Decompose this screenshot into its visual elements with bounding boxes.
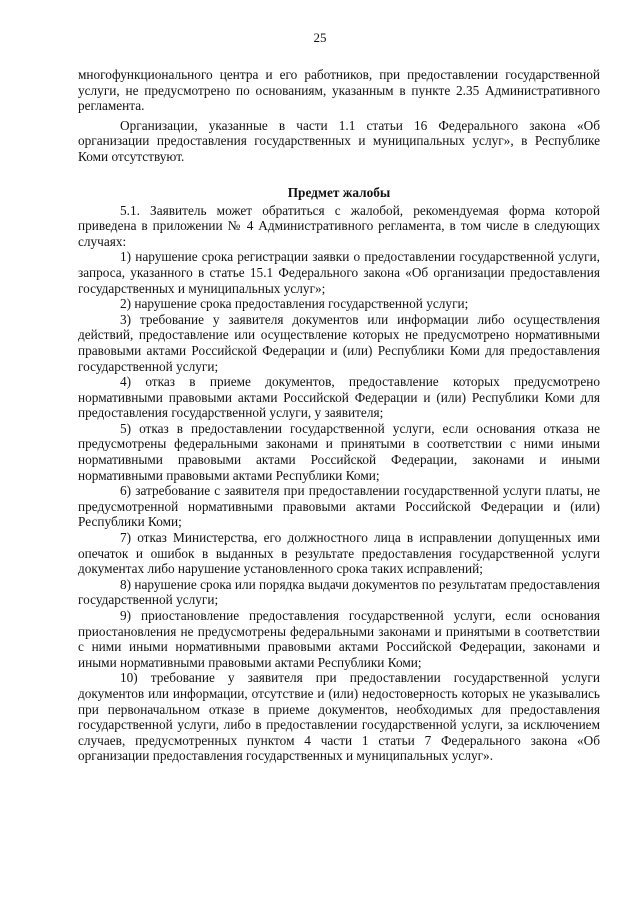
list-item: 10) требование у заявителя при предоставлении государственной услуги документов или информации, отсутствие и (или) недостоверность которых не указывались при первоначальном отказе в приеме документов, необходимых для предоставления государственной услуги, либо в предоставлении государственной услуги, за исключением случаев, предусмотренных пунктом 4 части 1 статьи 7 Федерального закона «Об организации предоставления государственных и муниципальных услуг». [78, 670, 600, 764]
list-item: 5) отказ в предоставлении государственной услуги, если основания отказа не предусмотрены федеральными законами и принятыми в соответствии с ними иными нормативными правовыми актами Российской Федерации, законами и иными нормативными правовыми актами Республики Коми; [78, 420, 600, 483]
list-item: 6) затребование с заявителя при предоставлении государственной услуги платы, не предусмотренной нормативными правовыми актами Российской Федерации и (или) Республики Коми; [78, 483, 600, 530]
complaint-cases-list [78, 249, 600, 764]
intro-continuation-paragraph: многофункционального центра и его работников, при предоставлении государственной услуги, не предусмотрено по основаниям, указанным в пункте 2.35 Административного регламента. [78, 67, 600, 114]
list-item: 7) отказ Министерства, его должностного лица в исправлении допущенных ими опечаток и ошибок в выданных в результате предоставления государственной услуги документах либо нарушение установленного срока таких исправлений; [78, 530, 600, 577]
list-item: 4) отказ в приеме документов, предоставление которых предусмотрено нормативными правовыми актами Российской Федерации и (или) Республики Коми для предоставления государственной услуги, у заявителя; [78, 374, 600, 421]
section-intro-paragraph: 5.1. Заявитель может обратиться с жалобой, рекомендуемая форма которой приведена в приложении № 4 Административного регламента, в том числе в следующих случаях: [78, 202, 600, 249]
page-number: 25 [313, 30, 327, 45]
list-item: 3) требование у заявителя документов или информации либо осуществления действий, предоставление или осуществление которых не предусмотрено нормативными правовыми актами Российской Федерации и (или) Республики Коми для предоставления государственной услуги; [78, 311, 600, 374]
list-item: 8) нарушение срока или порядка выдачи документов по результатам предоставления государственной услуги; [78, 576, 600, 608]
list-item: 1) нарушение срока регистрации заявки о предоставлении государственной услуги, запроса, указанного в статье 15.1 Федерального закона «Об организации предоставления государственных и муниципальных услуг»; [78, 249, 600, 296]
document-body [78, 67, 600, 764]
list-item: 9) приостановление предоставления государственной услуги, если основания приостановления не предусмотрены федеральными законами и принятыми в соответствии с ними иными нормативными правовыми актами Российской Федерации, законами и иными нормативными правовыми актами Республики Коми; [78, 608, 600, 670]
section-heading: Предмет жалобы [287, 184, 391, 200]
list-item: 2) нарушение срока предоставления государственной услуги; [120, 296, 469, 312]
organizations-paragraph: Организации, указанные в части 1.1 статьи 16 Федерального закона «Об организации предоставления государственных и муниципальных услуг», в Республике Коми отсутствуют. [78, 117, 600, 164]
